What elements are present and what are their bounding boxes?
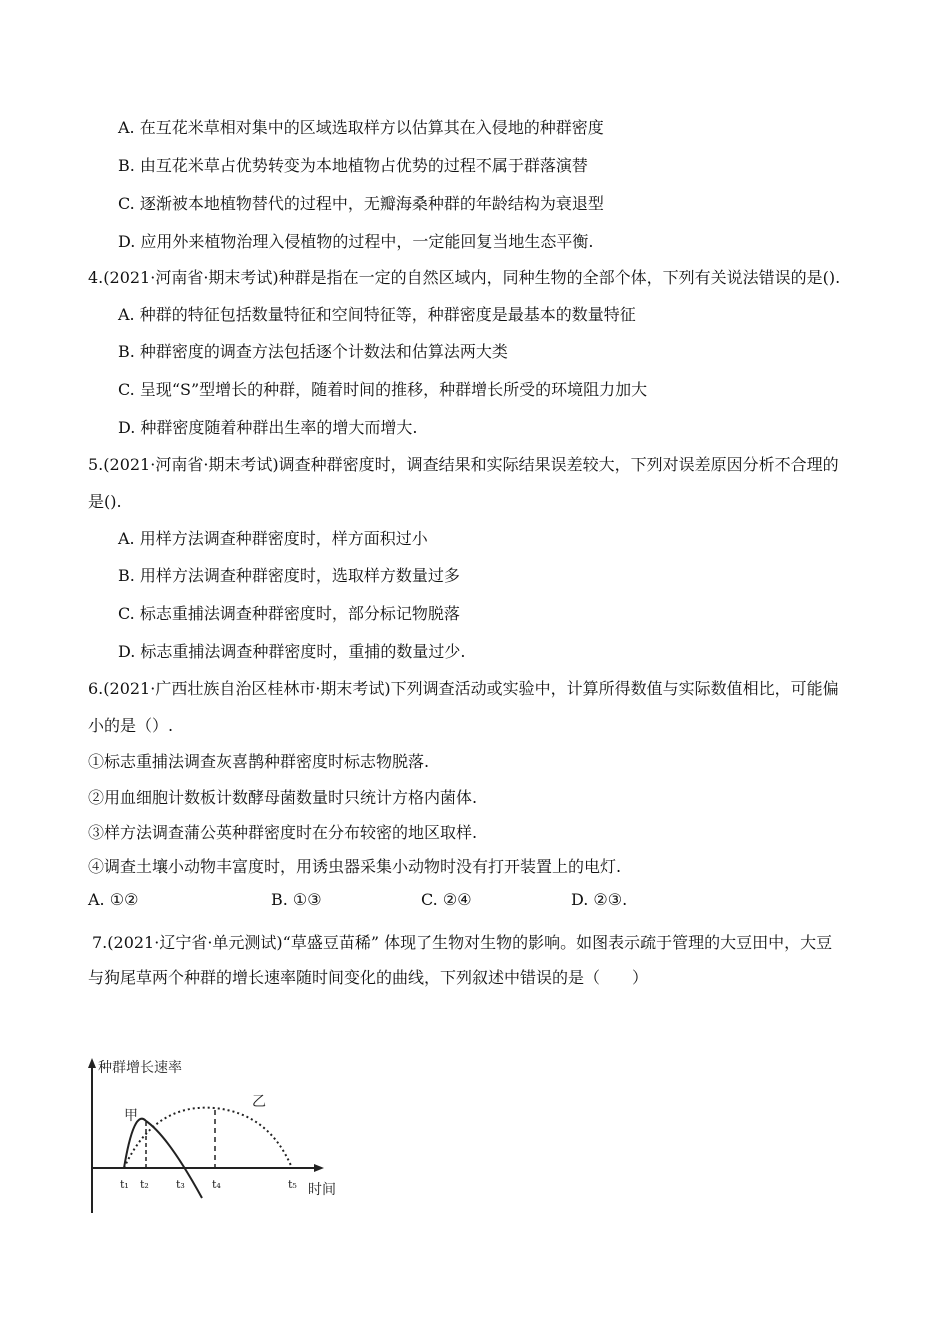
tick-t1: t₁ bbox=[120, 1178, 129, 1191]
q6-item-3: ③样方法调查蒲公英种群密度时在分布较密的地区取样. bbox=[88, 823, 478, 842]
q6-option-b: B. ①③ bbox=[271, 890, 322, 909]
tick-t4: t₄ bbox=[212, 1178, 221, 1191]
tick-t2: t₂ bbox=[140, 1178, 149, 1191]
q3-option-c: C. 逐渐被本地植物替代的过程中，无瓣海桑种群的年龄结构为衰退型 bbox=[118, 194, 604, 213]
q6-item-4: ④调查土壤小动物丰富度时，用诱虫器采集小动物时没有打开装置上的电灯. bbox=[88, 857, 622, 876]
curve-yi bbox=[124, 1108, 292, 1168]
q5-stem-line2: 是(). bbox=[88, 492, 122, 511]
q7-stem-line1: 7.(2021·辽宁省·单元测试)“草盛豆苗稀” 体现了生物对生物的影响。如图表示疏于管理的大豆田中，大豆 bbox=[92, 933, 833, 952]
q6-item-1: ①标志重捕法调查灰喜鹊种群密度时标志物脱落. bbox=[88, 752, 430, 771]
y-axis-label: 种群增长速率 bbox=[98, 1060, 182, 1076]
q5-option-c: C. 标志重捕法调查种群密度时，部分标记物脱落 bbox=[118, 604, 460, 623]
q6-stem-line2: 小的是（）. bbox=[88, 716, 174, 735]
curve-jia-label: 甲 bbox=[124, 1108, 138, 1124]
q4-option-c: C. 呈现“S”型增长的种群，随着时间的推移，种群增长所受的环境阻力加大 bbox=[118, 380, 648, 399]
q5-option-b: B. 用样方法调查种群密度时，选取样方数量过多 bbox=[118, 566, 460, 585]
q7-stem-line2: 与狗尾草两个种群的增长速率随时间变化的曲线，下列叙述中错误的是（ ） bbox=[88, 968, 649, 987]
q6-stem-line1: 6.(2021·广西壮族自治区桂林市·期末考试)下列调查活动或实验中，计算所得数值与实际数值相比，可能偏 bbox=[88, 679, 839, 698]
growth-rate-graph bbox=[84, 1058, 364, 1218]
q6-item-2: ②用血细胞计数板计数酵母菌数量时只统计方格内菌体. bbox=[88, 788, 478, 807]
q3-option-b: B. 由互花米草占优势转变为本地植物占优势的过程不属于群落演替 bbox=[118, 156, 588, 175]
tick-t5: t₅ bbox=[288, 1178, 297, 1191]
q4-option-d: D. 种群密度随着种群出生率的增大而增大. bbox=[118, 418, 418, 437]
q4-stem: 4.(2021·河南省·期末考试)种群是指在一定的自然区域内，同种生物的全部个体，下列有关说法错误的是(). bbox=[88, 268, 841, 287]
x-axis-arrow bbox=[314, 1164, 324, 1172]
q5-stem-line1: 5.(2021·河南省·期末考试)调查种群密度时，调查结果和实际结果误差较大，下列对误差原因分析不合理的 bbox=[88, 455, 839, 474]
q6-option-a: A. ①② bbox=[88, 890, 139, 909]
y-axis-arrow bbox=[88, 1058, 96, 1068]
q6-option-d: D. ②③. bbox=[571, 890, 628, 909]
q3-option-d: D. 应用外来植物治理入侵植物的过程中，一定能回复当地生态平衡. bbox=[118, 232, 594, 251]
q5-option-d: D. 标志重捕法调查种群密度时，重捕的数量过少. bbox=[118, 642, 466, 661]
curve-jia bbox=[124, 1119, 202, 1198]
q5-option-a: A. 用样方法调查种群密度时，样方面积过小 bbox=[118, 529, 428, 548]
q3-option-a: A. 在互花米草相对集中的区域选取样方以估算其在入侵地的种群密度 bbox=[118, 118, 604, 137]
curve-yi-label: 乙 bbox=[252, 1094, 266, 1110]
tick-t3: t₃ bbox=[176, 1178, 185, 1191]
x-axis-label: 时间 bbox=[308, 1182, 336, 1198]
q4-option-b: B. 种群密度的调查方法包括逐个计数法和估算法两大类 bbox=[118, 342, 508, 361]
q4-option-a: A. 种群的特征包括数量特征和空间特征等，种群密度是最基本的数量特征 bbox=[118, 305, 636, 324]
q6-option-c: C. ②④ bbox=[421, 890, 472, 909]
